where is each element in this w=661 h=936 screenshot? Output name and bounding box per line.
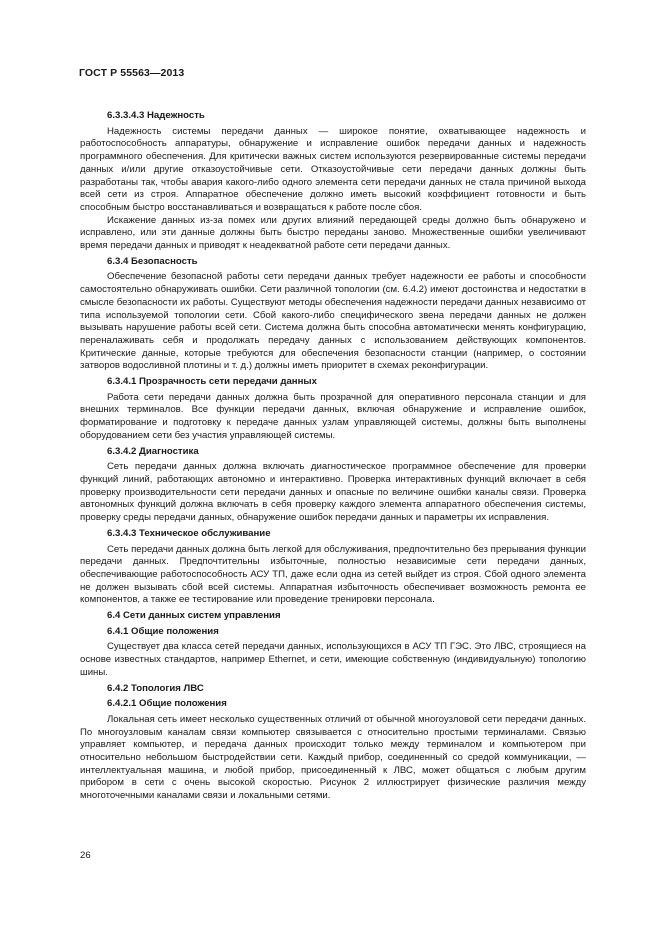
paragraph: Локальная сеть имеет несколько существенных отличий от обычной многоузловой сети передачи данных. По многоузловым каналам связи компьютер связывается с относительно простыми терминалами. Связью управляет компьютер, и передача данных происходит только между терминалом и компьютером при относительно небольшом быстродействии сети. Каждый прибор, соединенный со средой коммуникации, — интеллектуальная машина, и любой прибор, присоединенный к ЛВС, может общаться с любым другим прибором в сети с очень высокой скоростью. Рисунок 2 иллюстрирует физические различия между многоточечными каналами связи и локальными сетями. xyxy=(80,713,586,802)
heading-control-data-networks: 6.4 Сети данных систем управления xyxy=(107,610,281,622)
document-code: ГОСТ Р 55563—2013 xyxy=(79,67,185,79)
heading-reliability: 6.3.3.4.3 Надежность xyxy=(107,110,205,121)
heading-diagnostics: 6.3.4.2 Диагностика xyxy=(107,445,199,457)
heading-security: 6.3.4 Безопасность xyxy=(107,255,198,267)
paragraph: Сеть передачи данных должна быть легкой для обслуживания, предпочтительно без прерывания функции передачи данных. Предпочтительны избыточные, полностью независимые сети передачи данных, обеспечивающие работоспособность АСУ ТП, даже если одна из сетей выйдет из строя. Сбой одного элемента не должен вызывать сбой всей системы. Аппаратная избыточность обеспечивает возможность ремонта ее компонентов, а также ее тестирование или проведение тренировки персонала. xyxy=(80,543,586,606)
document-body xyxy=(80,110,586,803)
paragraph: Сеть передачи данных должна включать диагностическое программное обеспечение для проверки функций линий, работающих автономно и интерактивно. Проверка интерактивных функций включает в себя проверку производительности сети передачи данных и опасные по величине ошибки каналы связи. Проверка автономных функций должна включать в себя проверку каждого элемента аппаратного обеспечения системы, проверку среды передачи данных, обнаружение ошибок передачи данных и параметры их исправления. xyxy=(80,461,586,524)
heading-maintenance: 6.3.4.3 Техническое обслуживание xyxy=(107,527,271,539)
paragraph: Обеспечение безопасной работы сети передачи данных требует надежности ее работы и способности самостоятельно обнаруживать ошибки. Сети различной топологии (см. 6.4.2) имеют достоинства и недостатки в смысле безопасности их работы. Существуют методы обеспечения надежности передачи данных независимо от типа используемой топологии сети. Сбой какого-либо специфического звена передачи данных не должен вызывать нарушение работы всей сети. Система должна быть способна автоматически менять конфигурацию, переналаживать себя и продолжать передачу данных с использованием действующих компонентов. Критические данные, которые требуются для обеспечения безопасности станции (например, о состоянии затворов водосливной плотины и т. д.) должны иметь приоритет в схемах реконфигурации. xyxy=(80,271,586,372)
heading-lan-topology: 6.4.2 Топология ЛВС xyxy=(107,682,204,694)
paragraph: Надежность системы передачи данных — широкое понятие, охватывающее надежность и работоспособность аппаратуры, обнаружение и исправление ошибок передачи данных и надежность программного обеспечения. Для критически важных систем используются резервированные системы передачи данных и/или другие отказоустойчивые сети. Отказоустойчивые сети передачи данных должны быть разработаны так, чтобы авария какого-либо одного элемента сети передачи данных не стала причиной выхода всей сети из строя. Аппаратное обеспечение должно иметь высокий коэффициент готовности и быть способным быстро восстанавливаться и возвращаться к работе после сбоя. xyxy=(80,125,586,213)
paragraph: Существует два класса сетей передачи данных, использующихся в АСУ ТП ГЭС. Это ЛВС, строящиеся на основе известных стандартов, например Ethernet, и сети, имеющие собственную (индивидуальную) топологию шины. xyxy=(80,641,586,678)
paragraph: Работа сети передачи данных должна быть прозрачной для оперативного персонала станции и для внешних терминалов. Все функции передачи данных, включая обнаружение и исправление ошибок, форматирование и подготовку к передаче данных узлам управляющей системы, должны быть выполнены оборудованием сети без участия управляющей системы. xyxy=(80,391,586,441)
heading-lan-general-provisions: 6.4.2.1 Общие положения xyxy=(107,698,227,710)
heading-network-transparency: 6.3.4.1 Прозрачность сети передачи данных xyxy=(107,376,317,388)
paragraph: Искажение данных из-за помех или других влияний передающей среды должно быть обнаружено и исправлено, или эти данные должны быть быстро переданы заново. Множественные ошибки увеличивают время передачи данных и приводят к неадекватной работе сети передачи данных. xyxy=(80,214,586,252)
page-number: 26 xyxy=(80,850,91,861)
heading-general-provisions: 6.4.1 Общие положения xyxy=(107,625,219,637)
